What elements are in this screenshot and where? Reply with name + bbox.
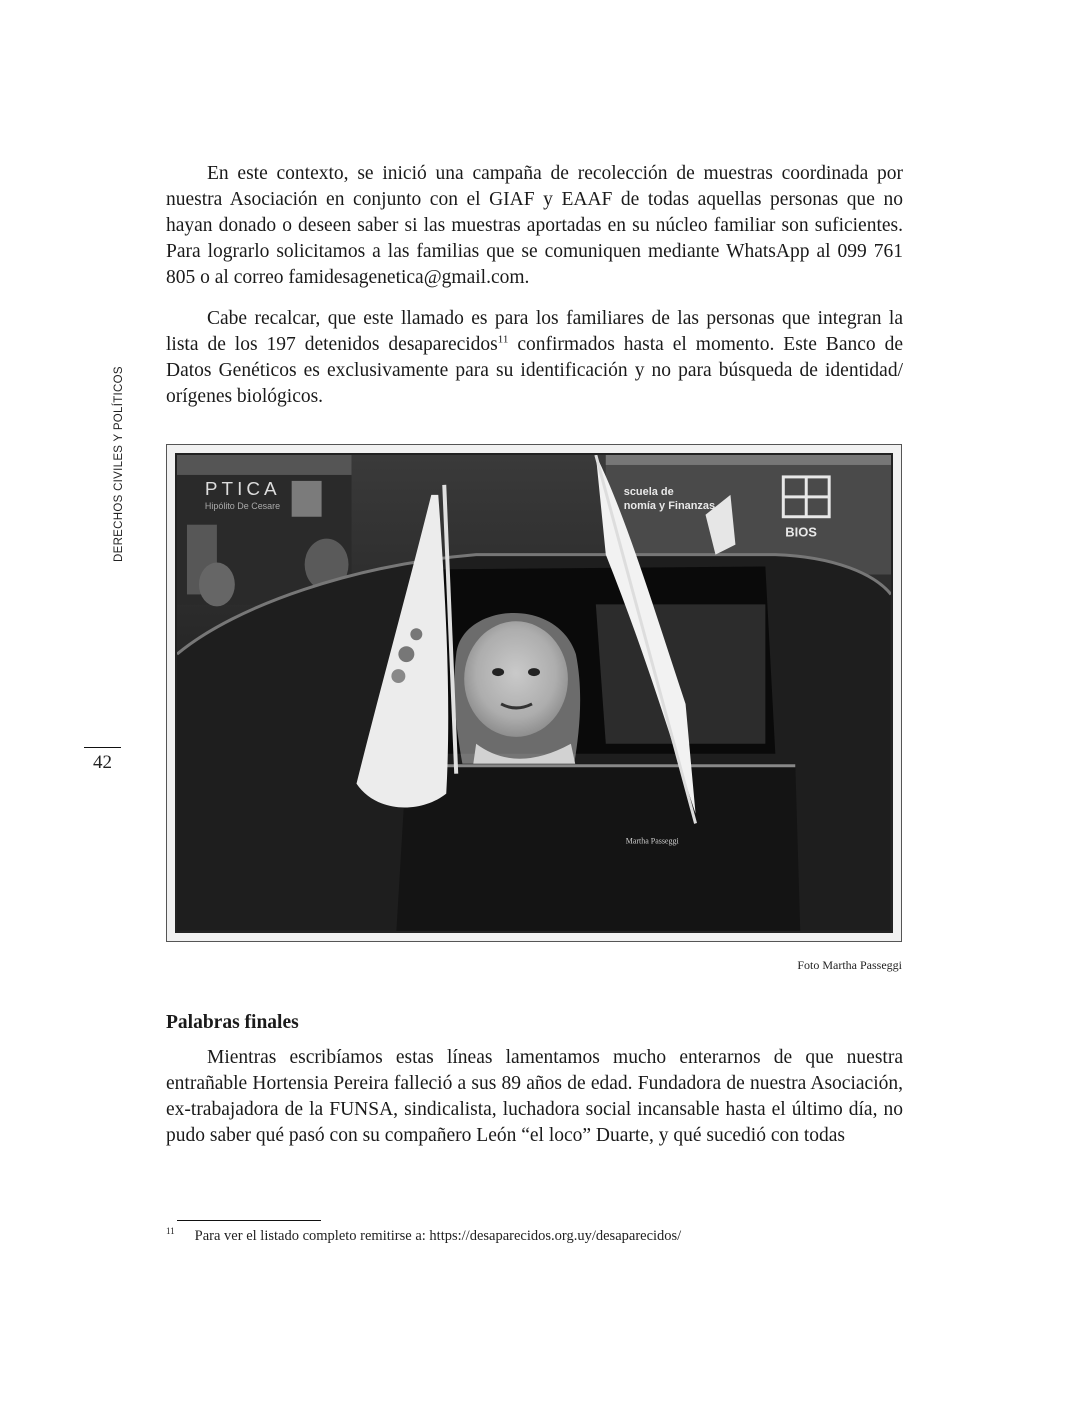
footnote bbox=[166, 1228, 681, 1245]
photo-watermark: Martha Passeggi bbox=[625, 836, 679, 846]
paragraph-text: Cabe recalcar, que este llamado es para los familiares de las personas que integran la lista de los 197 detenidos desaparecidos bbox=[166, 308, 903, 355]
sign-optica: PTICA bbox=[204, 478, 281, 500]
photo-illustration bbox=[177, 455, 891, 931]
photo-caption: Foto Martha Passeggi bbox=[797, 958, 902, 972]
body-paragraph-1 bbox=[166, 161, 903, 291]
photo bbox=[175, 453, 893, 933]
sign-bios: BIOS bbox=[785, 524, 817, 540]
page-number-rule bbox=[84, 747, 121, 748]
page-number: 42 bbox=[93, 752, 112, 773]
footnote-rule bbox=[177, 1220, 321, 1221]
body-paragraph-3 bbox=[166, 1045, 903, 1149]
footnote-number: 11 bbox=[166, 1226, 175, 1236]
sign-optica-sub: Hipólito De Cesare bbox=[204, 500, 281, 511]
running-section-label: DERECHOS CIVILES Y POLÍTICOS bbox=[113, 366, 125, 562]
section-heading: Palabras finales bbox=[166, 1012, 299, 1033]
paragraph-text: En este contexto, se inició una campaña de recolección de muestras coordinada por nuestra Asociación en conjunto con el GIAF y EAAF de todas aquellas personas que no hayan donado o deseen saber si las muestras aportadas en su núcleo familiar son suficientes. Para lograrlo solicitamos a las familias que se comuniquen mediante WhatsApp al 099 761 805 o al correo famidesagenetica@gmail.com. bbox=[166, 163, 903, 288]
paragraph-text: Mientras escribíamos estas líneas lamentamos mucho enterarnos de que nuestra entrañable Hortensia Pereira falleció a sus 89 años de edad. Fundadora de nuestra Asociación, ex-trabajadora de la FUNSA, sindicalista, luchadora social incansable hasta el último día, no pudo saber qué pasó con su compañero León “el loco” Duarte, y qué sucedió con todas bbox=[166, 1047, 903, 1146]
footnote-reference[interactable]: 11 bbox=[497, 333, 509, 346]
footnote-text[interactable]: Para ver el listado completo remitirse a: https://desaparecidos.org.uy/desaparecidos/ bbox=[194, 1228, 682, 1244]
sign-escuela-1: scuela de bbox=[623, 485, 674, 498]
paragraph-text: confirmados hasta el momento. Este Banco de Datos Genéticos es exclusivamente para su identificación y no para búsqueda de identidad/ orígenes biológicos. bbox=[166, 334, 903, 407]
body-paragraph-2 bbox=[166, 306, 903, 410]
photo-figure bbox=[166, 444, 902, 942]
sign-escuela-2: nomía y Finanzas bbox=[623, 499, 716, 512]
